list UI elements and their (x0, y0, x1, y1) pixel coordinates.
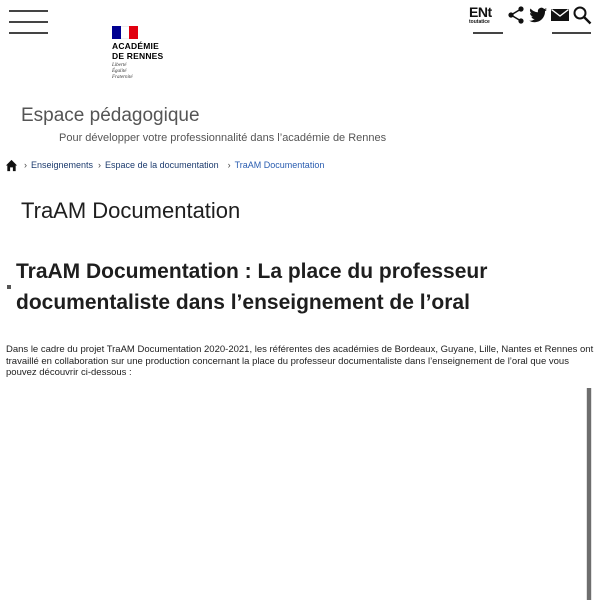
article-title: TraAM Documentation : La place du professeur documentaliste dans l’enseignement de l’oral (16, 260, 488, 314)
scrollbar-thumb[interactable] (587, 388, 591, 600)
search-underline (552, 32, 591, 34)
breadcrumb (5, 158, 324, 172)
home-icon[interactable] (5, 159, 18, 172)
logo-motto-3: Fraternité (112, 75, 133, 80)
hamburger-menu-icon[interactable] (9, 10, 48, 35)
logo-motto-1: Liberté (112, 63, 127, 68)
flag-icon (112, 26, 138, 39)
ent-sub-label: toutatice (469, 19, 490, 25)
breadcrumb-item-current[interactable]: TraAM Documentation (234, 160, 325, 170)
mail-icon[interactable] (550, 5, 570, 25)
page-title: TraAM Documentation (21, 198, 241, 223)
header-tools (469, 5, 592, 35)
breadcrumb-item-espace-documentation[interactable]: Espace de la documentation (105, 160, 219, 170)
breadcrumb-item-enseignements[interactable]: Enseignements (31, 160, 94, 170)
ent-toutatice-link[interactable] (469, 5, 499, 25)
breadcrumb-separator: › (227, 160, 231, 170)
logo-line-2: DE RENNES (112, 51, 164, 61)
share-icon[interactable] (506, 5, 526, 25)
site-subtitle: Pour développer votre professionnalité dans l’académie de Rennes (59, 132, 387, 144)
embed-scrollbar[interactable] (586, 388, 592, 600)
ent-underline (473, 32, 503, 34)
logo-line-1: ACADÉMIE (112, 41, 159, 51)
ent-main-label: ENt (469, 4, 492, 20)
search-icon[interactable] (572, 5, 592, 25)
logo-motto-2: Égalité (112, 69, 127, 74)
article-body: Dans le cadre du projet TraAM Documentation 2020-2021, les référentes des académies de Bordeaux, Guyane, Lille, Nantes et Rennes ont travaillé en collaboration sur une production concernant la place du professeur documentaliste dans l’enseignement de l’oral que vous pouvez découvrir ci-dessous : (6, 344, 594, 378)
breadcrumb-separator: › (24, 160, 27, 170)
site-title[interactable]: Espace pédagogique (21, 105, 200, 126)
breadcrumb-separator: › (98, 160, 102, 170)
list-bullet (7, 285, 11, 289)
twitter-icon[interactable] (528, 5, 548, 25)
academie-logo[interactable] (112, 26, 182, 84)
